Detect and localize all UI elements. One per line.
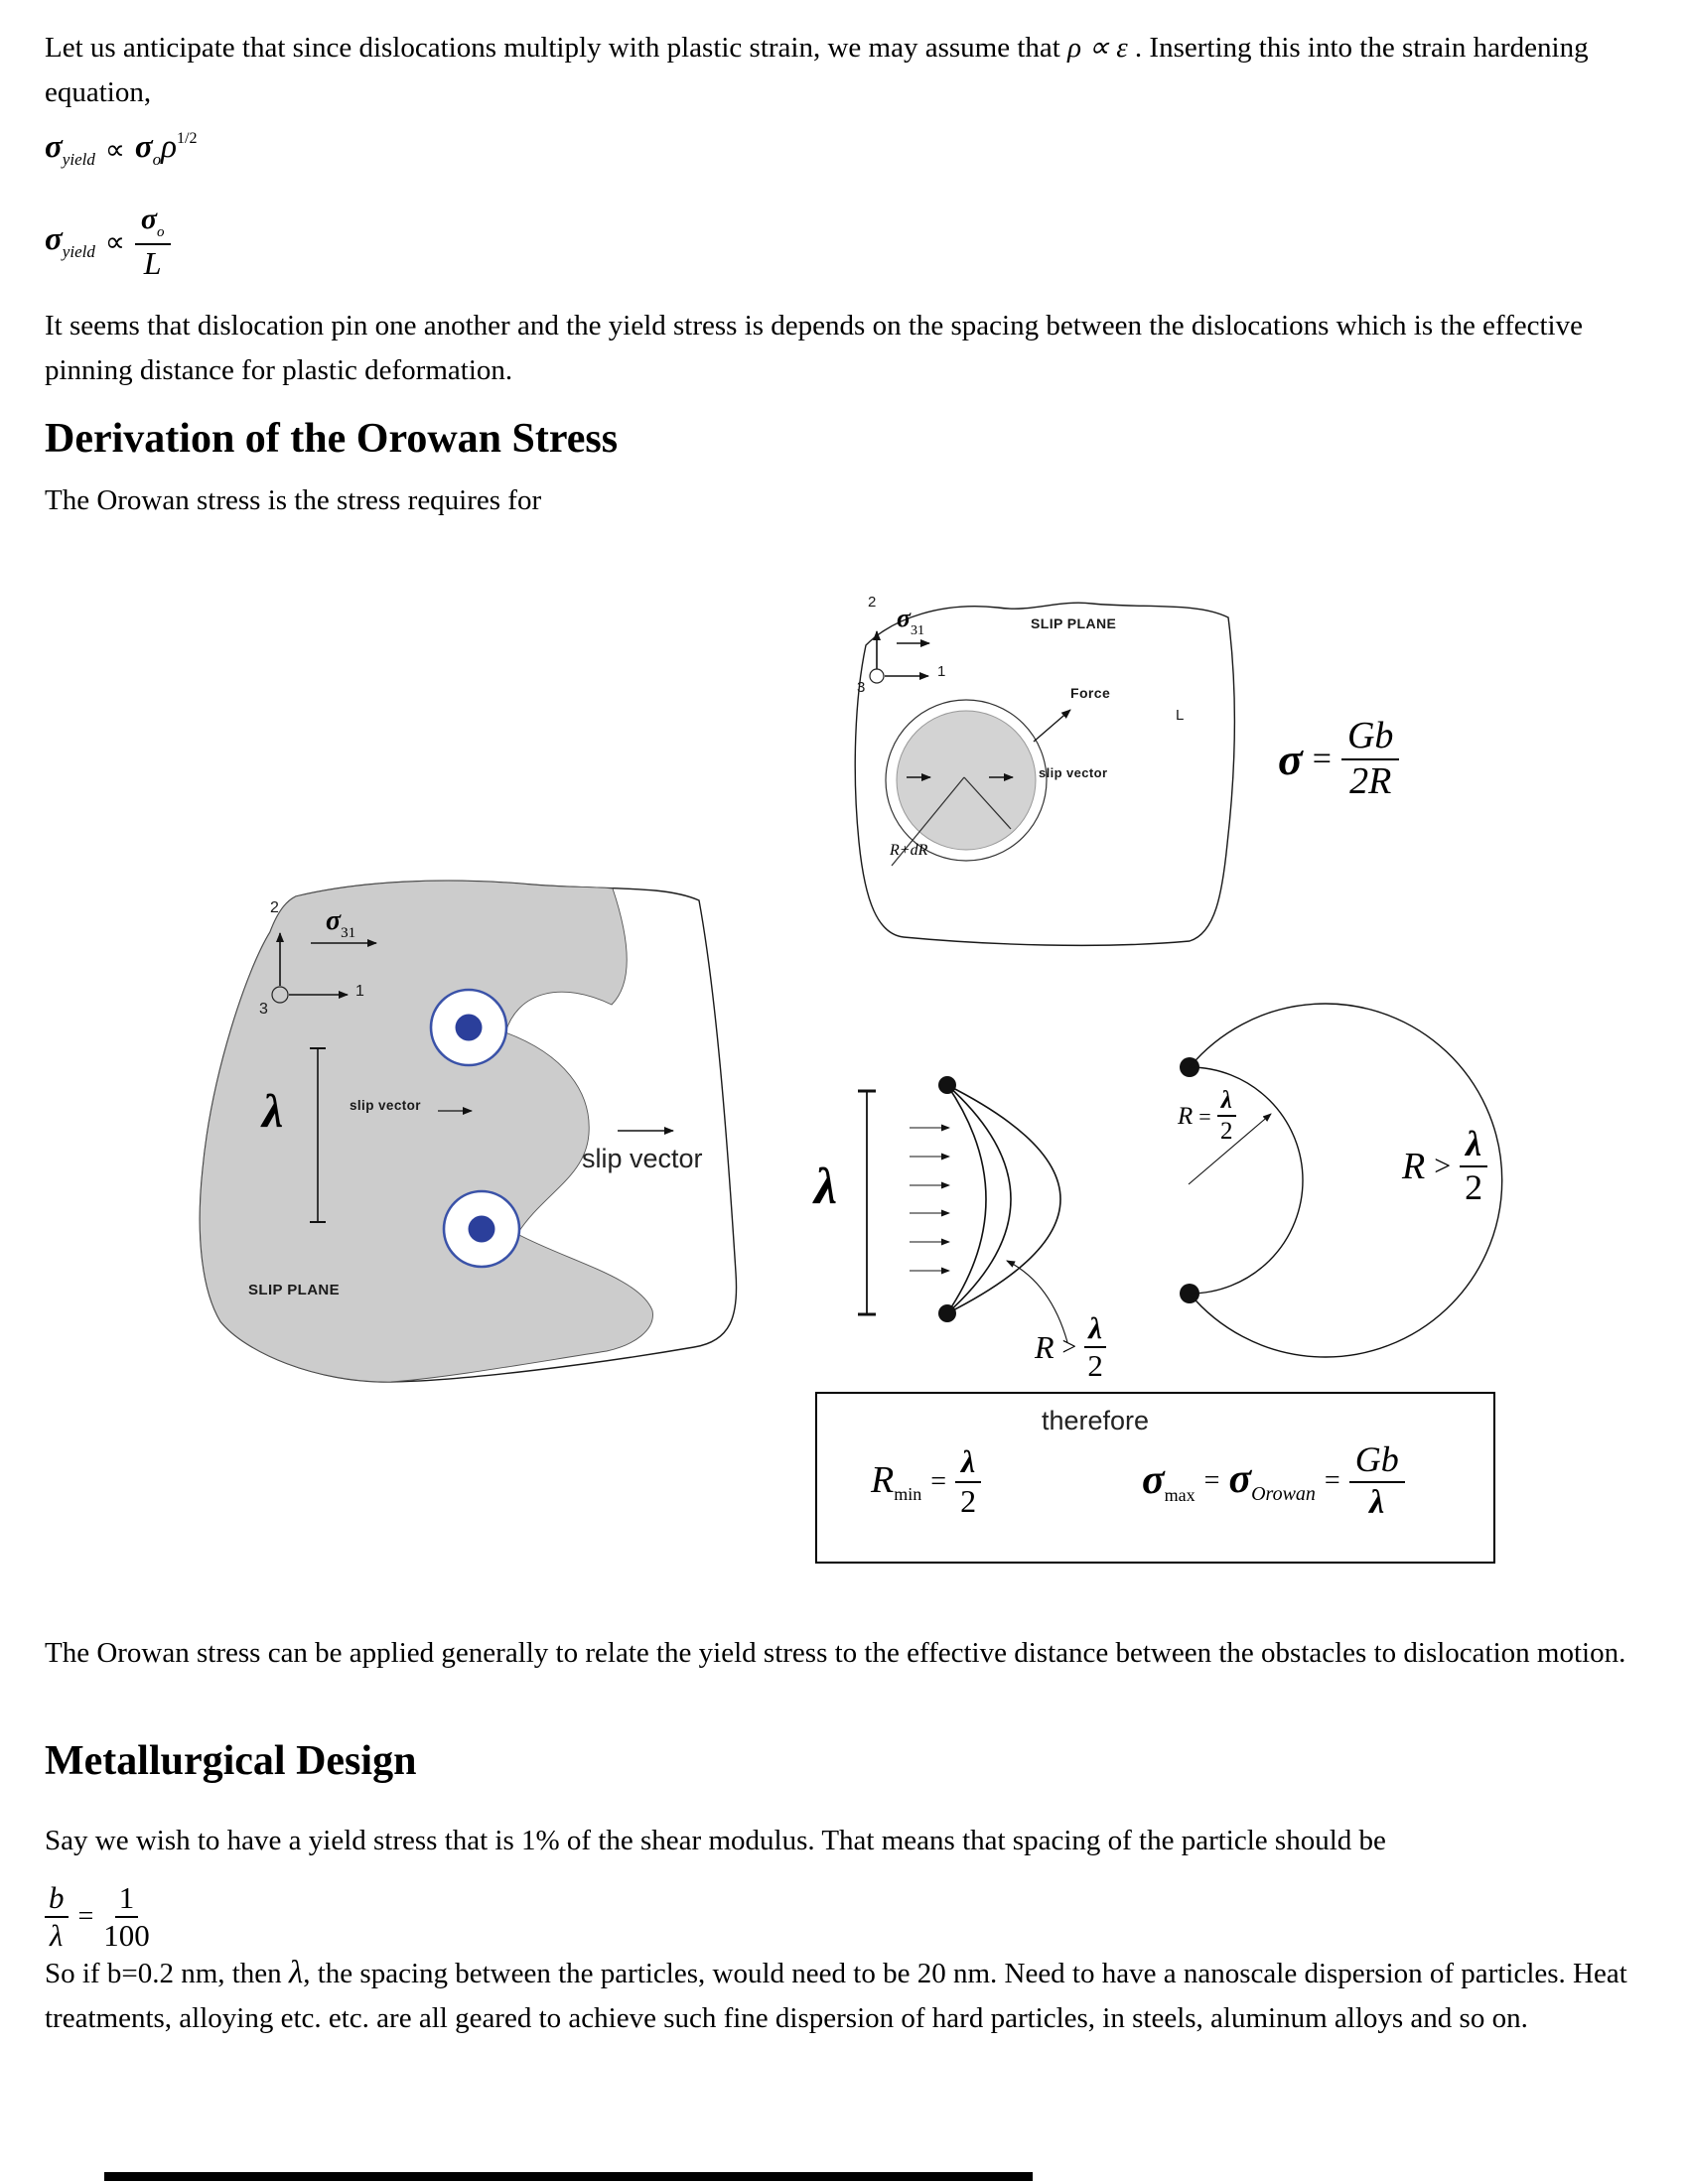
sigma-orowan-term — [1228, 1455, 1315, 1506]
equation-sigma-gb-2r — [1278, 717, 1399, 802]
sigma-symbol: σ — [1278, 734, 1303, 785]
orowan-subscript: Orowan — [1251, 1483, 1316, 1506]
paragraph-design-numbers — [45, 1952, 1645, 2041]
fig2-slip-vector-2-label: slip vector — [582, 1144, 703, 1173]
fig1-sigma31-label — [897, 604, 924, 639]
fraction-numerator: 1 — [115, 1882, 139, 1918]
equation-strain-hardening — [45, 129, 197, 170]
equation-r-min — [871, 1445, 981, 1518]
fraction-denominator: λ — [1369, 1483, 1385, 1521]
fig1-force-label: Force — [1070, 685, 1111, 701]
sigma31-subscript: 31 — [911, 623, 925, 638]
fig2-slip-vector-label: slip vector — [350, 1098, 421, 1113]
equals-symbol: = — [77, 1901, 94, 1933]
sigma-symbol: σ — [1228, 1456, 1252, 1503]
fig1-r-plus-dr-label: R+dR — [890, 842, 928, 859]
fig1-axis-1-label: 1 — [937, 663, 946, 680]
inline-lambda: λ — [288, 1955, 304, 1990]
fig3-r-greater-label — [1035, 1312, 1106, 1382]
max-subscript: max — [1164, 1484, 1196, 1505]
fig2-axis-3-label: 3 — [259, 1001, 268, 1018]
paragraph-intro — [45, 26, 1645, 115]
bowed-dislocation-arc-2 — [947, 1085, 1011, 1313]
fig2-axis-1-label: 1 — [355, 983, 364, 1000]
paragraph-pinning: It seems that dislocation pin one another and the yield stress is depends on the spacing between the dislocations which is the effective pinning distance for plastic deformation. — [45, 310, 1583, 386]
sigma-max-term — [1142, 1456, 1196, 1506]
fig1-slip-plane-label: SLIP PLANE — [1031, 615, 1117, 631]
fig4-r-equals-label — [1178, 1088, 1236, 1146]
therefore-box — [815, 1392, 1495, 1564]
heading-orowan-derivation: Derivation of the Orowan Stress — [45, 416, 619, 462]
lambda-over-2-fraction — [1460, 1126, 1487, 1207]
fig1-slip-vector-label: slip vector — [1039, 765, 1108, 780]
equals-symbol: = — [1312, 740, 1332, 777]
fraction-denominator: L — [143, 244, 162, 281]
design-text-pre: So if b=0.2 nm, then — [45, 1958, 289, 1989]
fig2-sigma31-label — [326, 905, 355, 942]
sigma-symbol: σ — [45, 129, 63, 165]
equals-symbol: = — [1324, 1464, 1340, 1496]
one-over-100-fraction — [103, 1882, 150, 1952]
sigma31-subscript: 31 — [341, 925, 356, 941]
fig4-r-greater-label — [1402, 1126, 1487, 1207]
heading-metallurgical-design: Metallurgical Design — [45, 1738, 417, 1784]
greater-than-symbol: > — [1061, 1332, 1077, 1362]
fig1-l-label: L — [1176, 707, 1185, 724]
sigma-symbol: σ — [45, 221, 63, 258]
lead-orowan: The Orowan stress is the stress requires for — [45, 484, 542, 516]
equation-b-over-lambda — [45, 1882, 150, 1952]
inline-math-rho-epsilon: ρ ∝ ε — [1067, 32, 1128, 64]
o-subscript: o — [152, 150, 162, 169]
sigma-symbol: σ — [326, 905, 342, 936]
lambda-over-2-fraction — [955, 1445, 981, 1518]
equation-sigma-max-orowan — [1142, 1441, 1405, 1520]
fraction-denominator: 2 — [1220, 1118, 1233, 1146]
lambda-over-2-fraction — [1217, 1088, 1236, 1146]
gb-over-lambda-fraction — [1349, 1441, 1405, 1520]
sigma-symbol: σ — [134, 129, 153, 165]
propto-symbol: ∝ — [104, 134, 125, 166]
sigma-yield-term — [45, 129, 95, 170]
fraction-denominator: 2 — [960, 1482, 977, 1519]
particle-bottom-core — [469, 1216, 495, 1243]
fraction-numerator: Gb — [1341, 717, 1399, 760]
particle-top-core — [456, 1015, 483, 1041]
figure-slip-plane-particles — [139, 866, 765, 1392]
equals-symbol: = — [1203, 1464, 1220, 1496]
fraction-numerator: b — [45, 1882, 69, 1918]
half-exponent: 1/2 — [177, 130, 198, 147]
lead-yield-stress: Say we wish to have a yield stress that is 1% of the shear modulus. That means that spacing of the particle should be — [45, 1825, 1386, 1856]
gb-over-2r-fraction — [1341, 717, 1399, 802]
fraction-denominator: λ — [50, 1917, 64, 1953]
yield-subscript: yield — [62, 242, 95, 262]
rho-symbol: ρ — [161, 129, 177, 165]
r-symbol: R — [1402, 1145, 1426, 1187]
r-symbol: R — [1178, 1102, 1194, 1130]
equation-pinning-spacing — [45, 204, 171, 280]
fraction-numerator: λ — [1084, 1312, 1106, 1348]
fraction-numerator: Gb — [1349, 1441, 1405, 1483]
equals-symbol: = — [1198, 1103, 1211, 1129]
sigma-symbol: σ — [897, 604, 912, 632]
fraction-denominator: 100 — [103, 1917, 150, 1953]
fraction-denominator: 2 — [1465, 1166, 1483, 1207]
fig2-slip-plane-label: SLIP PLANE — [248, 1282, 341, 1298]
fraction-numerator: λ — [1460, 1126, 1487, 1167]
paragraph-orowan-general: The Orowan stress can be applied generally to relate the yield stress to the effective distance between the obstacles to dislocation motion. — [45, 1637, 1626, 1669]
r-symbol: R — [1035, 1328, 1055, 1365]
o-subscript: o — [157, 224, 165, 240]
pinning-point-top — [938, 1076, 956, 1094]
equals-symbol: = — [930, 1465, 947, 1497]
fig2-axis-2-label: 2 — [270, 899, 279, 916]
fig2-lambda-label: λ — [262, 1085, 284, 1138]
b-over-lambda-fraction — [45, 1882, 69, 1952]
sigma-o-rho-term — [135, 129, 198, 170]
fraction-numerator — [135, 204, 171, 245]
design-text-post: , the spacing between the particles, would need to be 20 nm. Need to have a nanoscale dispersion of particles. Heat treatments, alloying etc. etc. are all geared to achieve such fine dispersion of hard particles, in steels, aluminum alloys and so on. — [45, 1958, 1627, 2034]
pinning-point-bottom — [938, 1304, 956, 1322]
intro-text-pre: Let us anticipate that since dislocations multiply with plastic strain, we may assume that — [45, 32, 1068, 64]
bottom-rule — [104, 2172, 1033, 2181]
fraction-denominator: 2R — [1349, 759, 1392, 802]
fig1-axis-2-label: 2 — [868, 594, 877, 611]
yield-subscript: yield — [62, 150, 95, 169]
greater-than-symbol: > — [1434, 1149, 1452, 1182]
sigma-yield-term — [45, 221, 95, 262]
fraction-numerator: λ — [955, 1445, 981, 1483]
r-symbol: R — [871, 1459, 895, 1502]
sigma-symbol: σ — [1142, 1456, 1165, 1503]
fig1-axis-3-label: 3 — [857, 679, 866, 696]
min-subscript: min — [894, 1484, 922, 1505]
sigma-symbol: σ — [140, 203, 158, 235]
r-min-term — [871, 1458, 921, 1505]
bowed-dislocation-arc-3 — [947, 1085, 1060, 1313]
therefore-label: therefore — [1041, 1406, 1150, 1435]
intro-text-post: . Inserting this into the strain hardening equation, — [45, 32, 1589, 108]
lambda-over-2-fraction — [1084, 1312, 1106, 1382]
fig3-lambda-label: λ — [814, 1159, 838, 1215]
fraction-numerator: λ — [1217, 1088, 1236, 1117]
sigma-over-L-fraction — [135, 204, 171, 280]
propto-symbol: ∝ — [104, 226, 125, 258]
fraction-denominator: 2 — [1087, 1347, 1103, 1383]
